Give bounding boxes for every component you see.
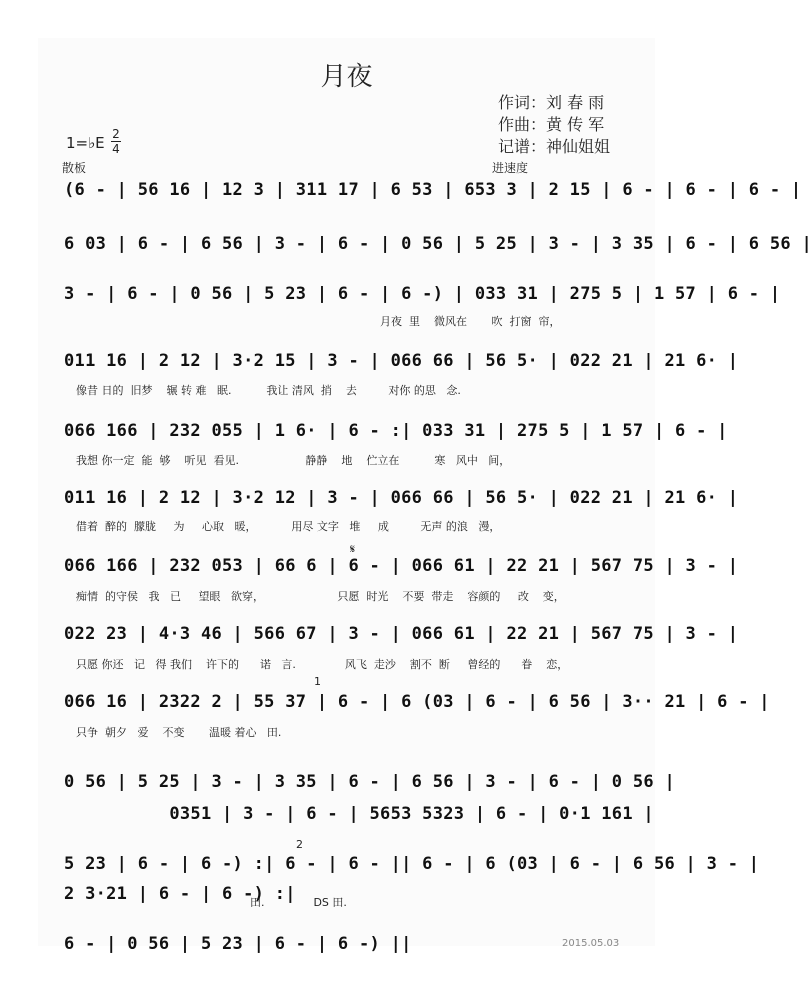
- notation-row-11: 5 23 | 6 - | 6 -) :| 6 - | 6 - || 6 - | 6 (03 | 6 - | 6 56 | 3 - |: [64, 854, 760, 874]
- transcriber-credit: 记谱：神仙姐姐: [498, 137, 611, 156]
- segno-sign: 𝄋: [350, 542, 356, 556]
- song-title: 月夜: [320, 62, 373, 92]
- tempo-rubato: 散板: [62, 161, 87, 175]
- lyric-line-2: 像昔 日的 旧梦 辗 转 难 眠. 我让 清风 捎 去 对你 的思 念.: [76, 384, 461, 397]
- tempo-change: 进速度: [492, 161, 529, 175]
- lyric-line-6: 只愿 你还 记 得 我们 许下的 诺 言. 风飞 走沙 割不 断 曾经的 眷 恋，: [76, 658, 569, 671]
- notation-row-11b: 2 3·21 | 6 - | 6 -) :|: [64, 884, 296, 904]
- credits: [498, 92, 610, 158]
- lyric-line-3: 我想 你一定 能 够 听见 看见. 静静 地 伫立在 寒 风中 间，: [76, 454, 511, 467]
- lyricist-credit: 作词：刘 春 雨: [498, 93, 605, 112]
- volta-2: 2: [296, 838, 303, 851]
- notation-row-1: (6 - | 56 16 | 12 3 | 311 17 | 6 53 | 653 3 | 2 15 | 6 - | 6 - | 6 - |: [64, 180, 802, 200]
- notation-row-12: 6 - | 0 56 | 5 23 | 6 - | 6 -) ||: [64, 934, 412, 954]
- lyric-line-5: 痴情 的守侯 我 已 望眼 欲穿， 只愿 时光 不要 带走 容颜的 改 变，: [76, 590, 565, 603]
- notation-row-9: 066 16 | 2322 2 | 55 37 | 6 - | 6 (03 | 6 - | 6 56 | 3·· 21 | 6 - |: [64, 692, 770, 712]
- composer-credit: 作曲：黄 传 军: [498, 115, 605, 134]
- notation-row-6: 011 16 | 2 12 | 3·2 12 | 3 - | 066 66 | 56 5· | 022 21 | 21 6· |: [64, 488, 739, 508]
- notation-row-5: 066 166 | 232 055 | 1 6· | 6 - :| 033 31 | 275 5 | 1 57 | 6 - |: [64, 421, 728, 441]
- notation-row-2: 6 03 | 6 - | 6 56 | 3 - | 6 - | 0 56 | 5 25 | 3 - | 3 35 | 6 - | 6 56 |: [64, 234, 812, 254]
- lyric-line-7: 只争 朝夕 爱 不变 温暖 着心 田.: [76, 726, 282, 739]
- notation-row-8: 022 23 | 4·3 46 | 566 67 | 3 - | 066 61 | 22 21 | 567 75 | 3 - |: [64, 624, 739, 644]
- date-stamp: 2015.05.03: [562, 938, 620, 949]
- notation-row-3: 3 - | 6 - | 0 56 | 5 23 | 6 - | 6 -) | 033 31 | 275 5 | 1 57 | 6 - |: [64, 284, 781, 304]
- lyric-line-1: 月夜 里 微风在 吹 打窗 帘，: [380, 315, 561, 328]
- notation-row-4: 011 16 | 2 12 | 3·2 15 | 3 - | 066 66 | 56 5· | 022 21 | 21 6· |: [64, 351, 739, 371]
- notation-row-7: 066 166 | 232 053 | 66 6 | 6 - | 066 61 | 22 21 | 567 75 | 3 - |: [64, 556, 739, 576]
- lyric-line-8: 田. DS 田.: [250, 896, 347, 909]
- meter-bottom: 4: [112, 142, 120, 156]
- time-signature: [111, 128, 121, 155]
- lyric-line-4: 借着 醉的 朦胧 为 心取 暖， 用尽 文字 堆 成 无声 的浪 漫，: [76, 520, 501, 533]
- key-signature: 1=♭E: [66, 134, 105, 152]
- meter-top: 2: [112, 127, 120, 141]
- notation-row-10: 0 56 | 5 25 | 3 - | 3 35 | 6 - | 6 56 | 3 - | 6 - | 0 56 |: [64, 772, 676, 792]
- volta-1: 1: [314, 675, 321, 688]
- notation-row-10b: 0351 | 3 - | 6 - | 5653 5323 | 6 - | 0·1 161 |: [64, 804, 654, 824]
